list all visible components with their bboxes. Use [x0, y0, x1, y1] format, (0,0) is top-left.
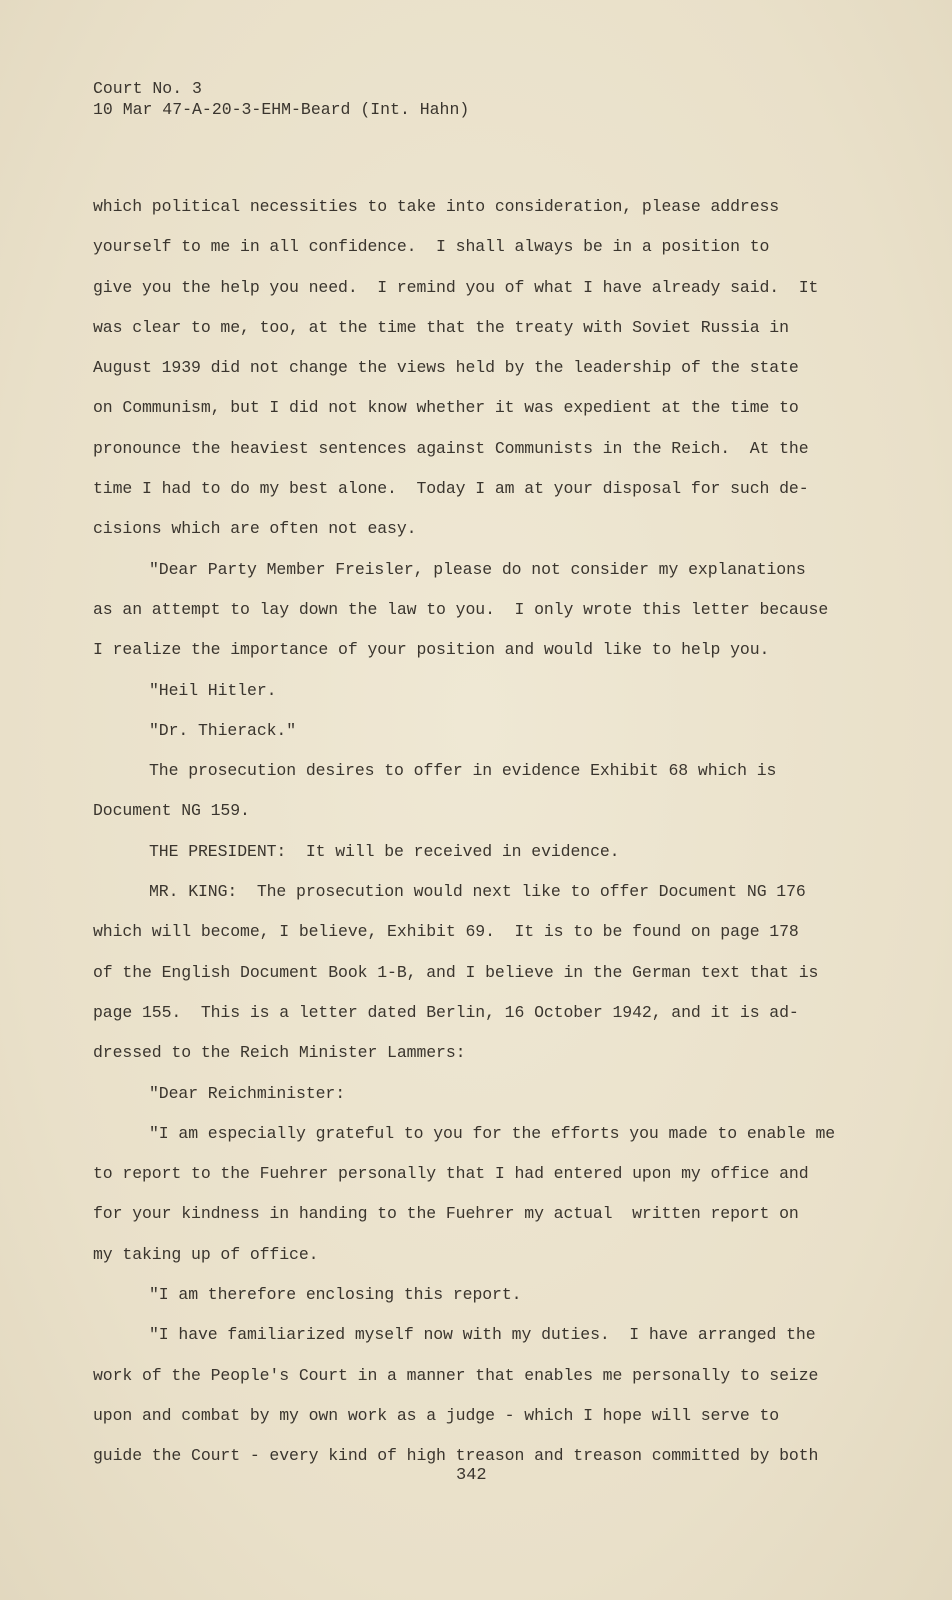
text-line: which will become, I believe, Exhibit 69. It is to be found on page 178	[93, 922, 799, 942]
text-line: pronounce the heaviest sentences against Communists in the Reich. At the	[93, 438, 809, 458]
text-line: "I am especially grateful to you for the efforts you made to enable me	[149, 1123, 836, 1143]
text-line: my taking up of office.	[93, 1244, 319, 1264]
text-line: was clear to me, too, at the time that the treaty with Soviet Russia in	[93, 317, 789, 337]
text-line: "I have familiarized myself now with my duties. I have arranged the	[149, 1325, 816, 1345]
text-line: as an attempt to lay down the law to you. I only wrote this letter because	[93, 599, 829, 619]
text-line: which political necessities to take into consideration, please address	[93, 197, 780, 216]
text-line: "Dear Party Member Freisler, please do not consider my explanations	[149, 559, 806, 579]
text-line: yourself to me in all confidence. I shall always be in a position to	[93, 237, 770, 257]
text-line: THE PRESIDENT: It will be received in evidence.	[149, 841, 620, 861]
text-line: for your kindness in handing to the Fuehrer my actual written report on	[93, 1204, 799, 1224]
text-line: cisions which are often not easy.	[93, 519, 417, 539]
text-line: give you the help you need. I remind you of what I have already said. It	[93, 277, 819, 297]
text-line: "Dear Reichminister:	[149, 1083, 346, 1103]
text-line: upon and combat by my own work as a judge - which I hope will serve to	[93, 1405, 780, 1425]
page-number: 342	[456, 1466, 487, 1485]
session-reference: 10 Mar 47-A-20-3-EHM-Beard (Int. Hahn)	[93, 100, 470, 119]
text-line: page 155. This is a letter dated Berlin, 16 October 1942, and it is ad-	[93, 1002, 799, 1022]
document-body	[93, 196, 893, 1486]
text-line: work of the People's Court in a manner that enables me personally to seize	[93, 1365, 819, 1385]
text-line: August 1939 did not change the views held by the leadership of the state	[93, 358, 799, 378]
text-line: "I am therefore enclosing this report.	[149, 1285, 522, 1305]
text-line: on Communism, but I did not know whether it was expedient at the time to	[93, 398, 799, 418]
text-line: "Heil Hitler.	[149, 680, 277, 700]
text-line: MR. KING: The prosecution would next like to offer Document NG 176	[149, 882, 806, 902]
text-line: guide the Court - every kind of high treason and treason committed by both	[93, 1446, 819, 1466]
text-line: dressed to the Reich Minister Lammers:	[93, 1043, 466, 1063]
text-line: time I had to do my best alone. Today I am at your disposal for such de-	[93, 479, 809, 499]
text-line: The prosecution desires to offer in evidence Exhibit 68 which is	[149, 761, 777, 781]
court-number: Court No. 3	[93, 79, 202, 98]
text-line: to report to the Fuehrer personally that I had entered upon my office and	[93, 1164, 809, 1184]
text-line: I realize the importance of your position and would like to help you.	[93, 640, 770, 660]
text-line: of the English Document Book 1-B, and I believe in the German text that is	[93, 962, 819, 982]
document-header	[93, 78, 469, 120]
text-line: Document NG 159.	[93, 801, 250, 821]
text-line: "Dr. Thierack."	[149, 720, 297, 740]
